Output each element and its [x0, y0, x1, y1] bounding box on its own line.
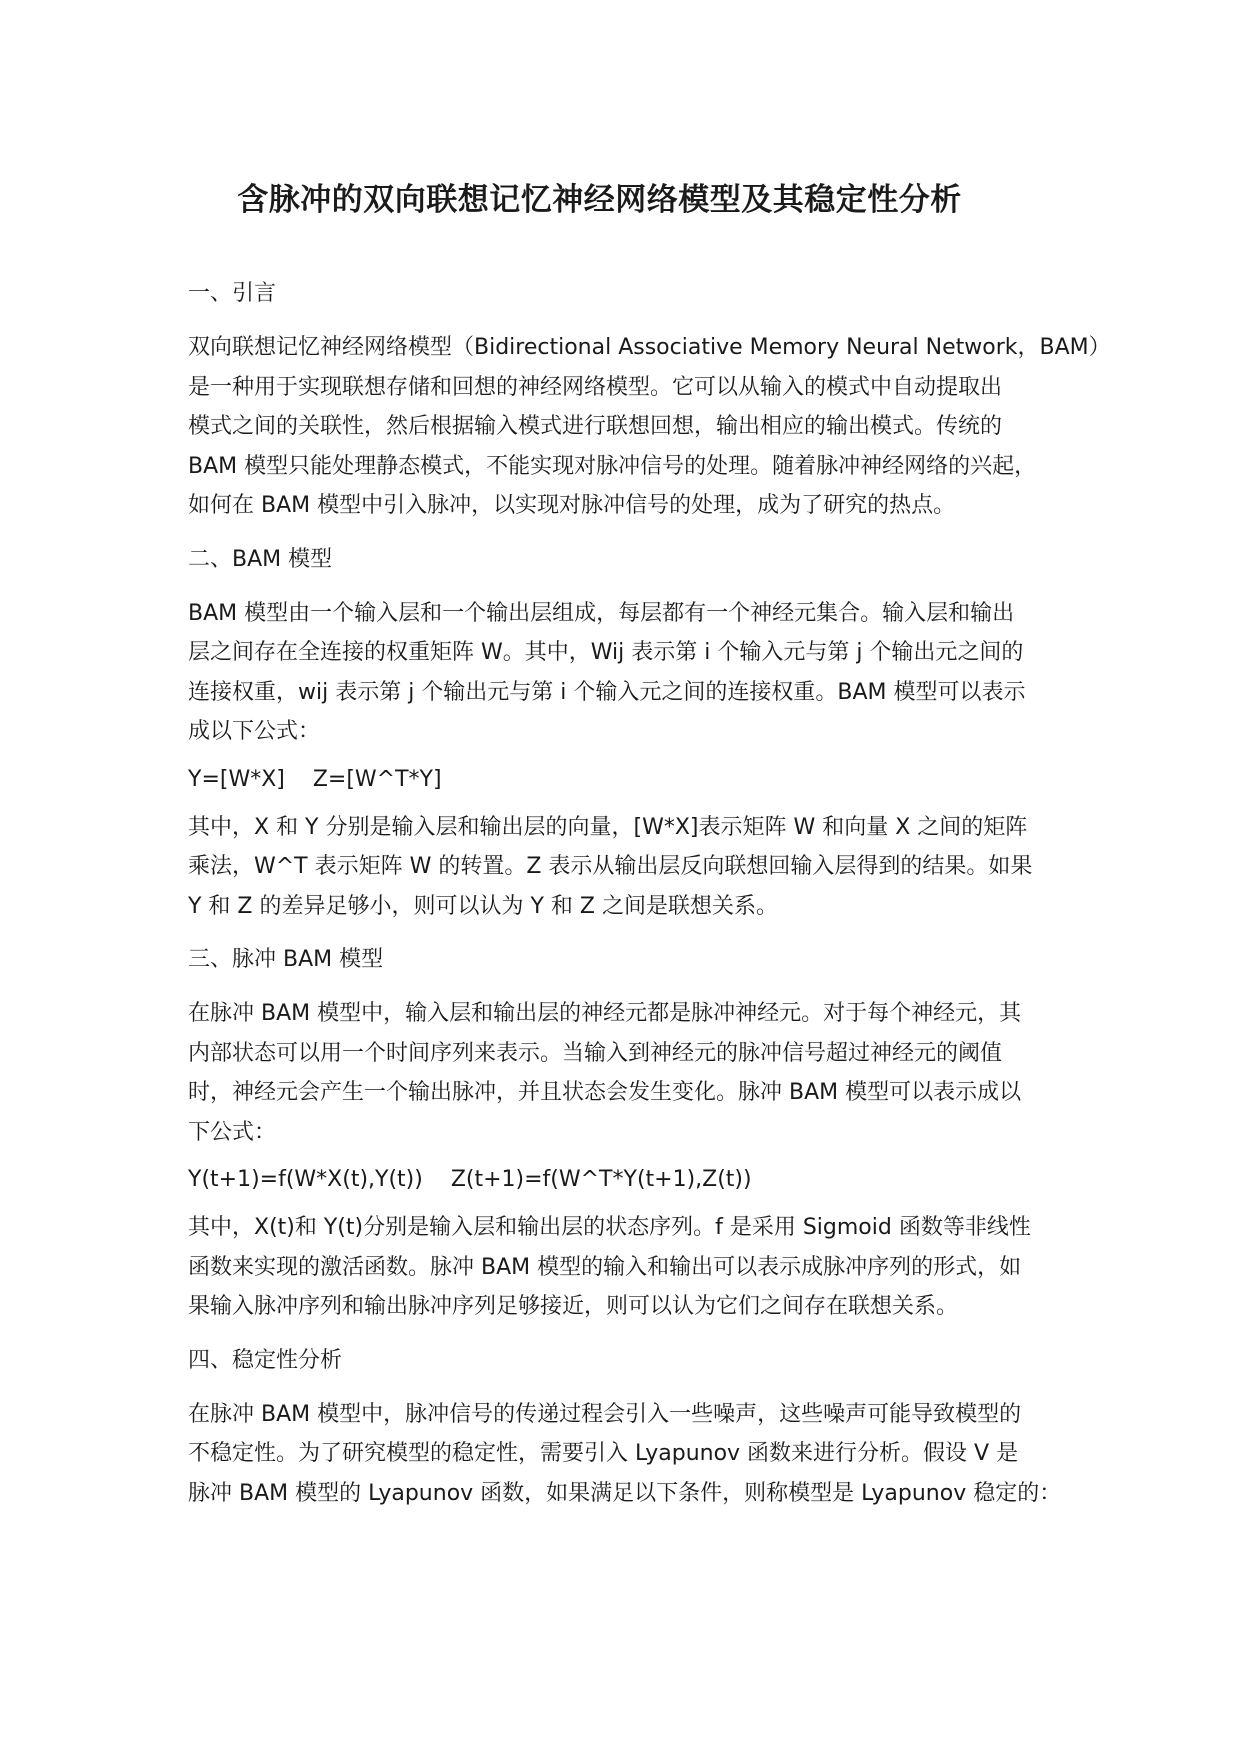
paragraph-stability [188, 1395, 1070, 1514]
paragraph-line: 其中，X 和 Y 分别是输入层和输出层的向量，[W*X]表示矩阵 W 和向量 X 之间的矩阵 [188, 814, 1028, 840]
paragraph-line: 在脉冲 BAM 模型中，输入层和输出层的神经元都是脉冲神经元。对于每个神经元，其 [188, 1001, 1022, 1026]
paragraph-line: 双向联想记忆神经网络模型（Bidirectional Associative Memory Neural Network，BAM） [188, 335, 1111, 360]
formula-bam: Y=[W*X] Z=[W^T*Y] [188, 766, 442, 792]
paragraph-line: Y 和 Z 的差异足够小，则可以认为 Y 和 Z 之间是联想关系。 [188, 893, 778, 919]
paragraph-bam-model [188, 594, 1070, 752]
paragraph-line: 层之间存在全连接的权重矩阵 W。其中，Wij 表示第 i 个输入元与第 j 个输出元之间的 [188, 640, 1024, 665]
paragraph-line: 模式之间的关联性，然后根据输入模式进行联想回想，输出相应的输出模式。传统的 [188, 414, 1003, 439]
paragraph-line: BAM 模型只能处理静态模式，不能实现对脉冲信号的处理。随着脉冲神经网络的兴起， [188, 453, 1037, 479]
paragraph-line: 是一种用于实现联想存储和回想的神经网络模型。它可以从输入的模式中自动提取出 [188, 374, 1003, 400]
paragraph-line: 脉冲 BAM 模型的 Lyapunov 函数，如果满足以下条件，则称模型是 Lyapunov 稳定的： [188, 1480, 1062, 1506]
paragraph-line: 内部状态可以用一个时间序列来表示。当输入到神经元的脉冲信号超过神经元的阈值 [188, 1040, 1003, 1066]
paragraph-line: 下公式： [188, 1119, 277, 1145]
paragraph-pulse-bam [188, 994, 1070, 1152]
section-heading-pulse-bam: 三、脉冲 BAM 模型 [188, 947, 384, 972]
section-heading-bam-model: 二、BAM 模型 [188, 546, 333, 572]
paragraph-line: 时，神经元会产生一个输出脉冲，并且状态会发生变化。脉冲 BAM 模型可以表示成以 [188, 1080, 1022, 1105]
paragraph-line: 连接权重，wij 表示第 j 个输出元与第 i 个输入元之间的连接权重。BAM 模型可以表示 [188, 679, 1026, 705]
paragraph-line: 其中，X(t)和 Y(t)分别是输入层和输出层的状态序列。f 是采用 Sigmoid 函数等非线性 [188, 1215, 1031, 1240]
paragraph-line: 函数来实现的激活函数。脉冲 BAM 模型的输入和输出可以表示成脉冲序列的形式，如 [188, 1254, 1022, 1280]
paragraph-line: 如何在 BAM 模型中引入脉冲，以实现对脉冲信号的处理，成为了研究的热点。 [188, 493, 956, 518]
paragraph-line: 成以下公式： [188, 719, 321, 744]
section-heading-stability: 四、稳定性分析 [188, 1347, 343, 1373]
paragraph-line: 在脉冲 BAM 模型中，脉冲信号的传递过程会引入一些噪声，这些噪声可能导致模型的 [188, 1401, 1022, 1427]
paragraph-line: 乘法，W^T 表示矩阵 W 的转置。Z 表示从输出层反向联想回输入层得到的结果。如果 [188, 854, 1033, 879]
paragraph-line: BAM 模型由一个输入层和一个输出层组成，每层都有一个神经元集合。输入层和输出 [188, 600, 1015, 626]
paragraph-intro [188, 328, 1111, 526]
formula-pulse-bam: Y(t+1)=f(W*X(t),Y(t)) Z(t+1)=f(W^T*Y(t+1),Z(t)) [188, 1167, 752, 1192]
paragraph-bam-explanation [188, 808, 1070, 927]
paragraph-line: 不稳定性。为了研究模型的稳定性，需要引入 Lyapunov 函数来进行分析。假设 V 是 [188, 1441, 1019, 1466]
paragraph-pulse-bam-explanation [188, 1208, 1070, 1327]
paragraph-line: 果输入脉冲序列和输出脉冲序列足够接近，则可以认为它们之间存在联想关系。 [188, 1294, 959, 1319]
section-heading-intro: 一、引言 [188, 281, 277, 306]
document-title: 含脉冲的双向联想记忆神经网络模型及其稳定性分析 [237, 182, 962, 218]
